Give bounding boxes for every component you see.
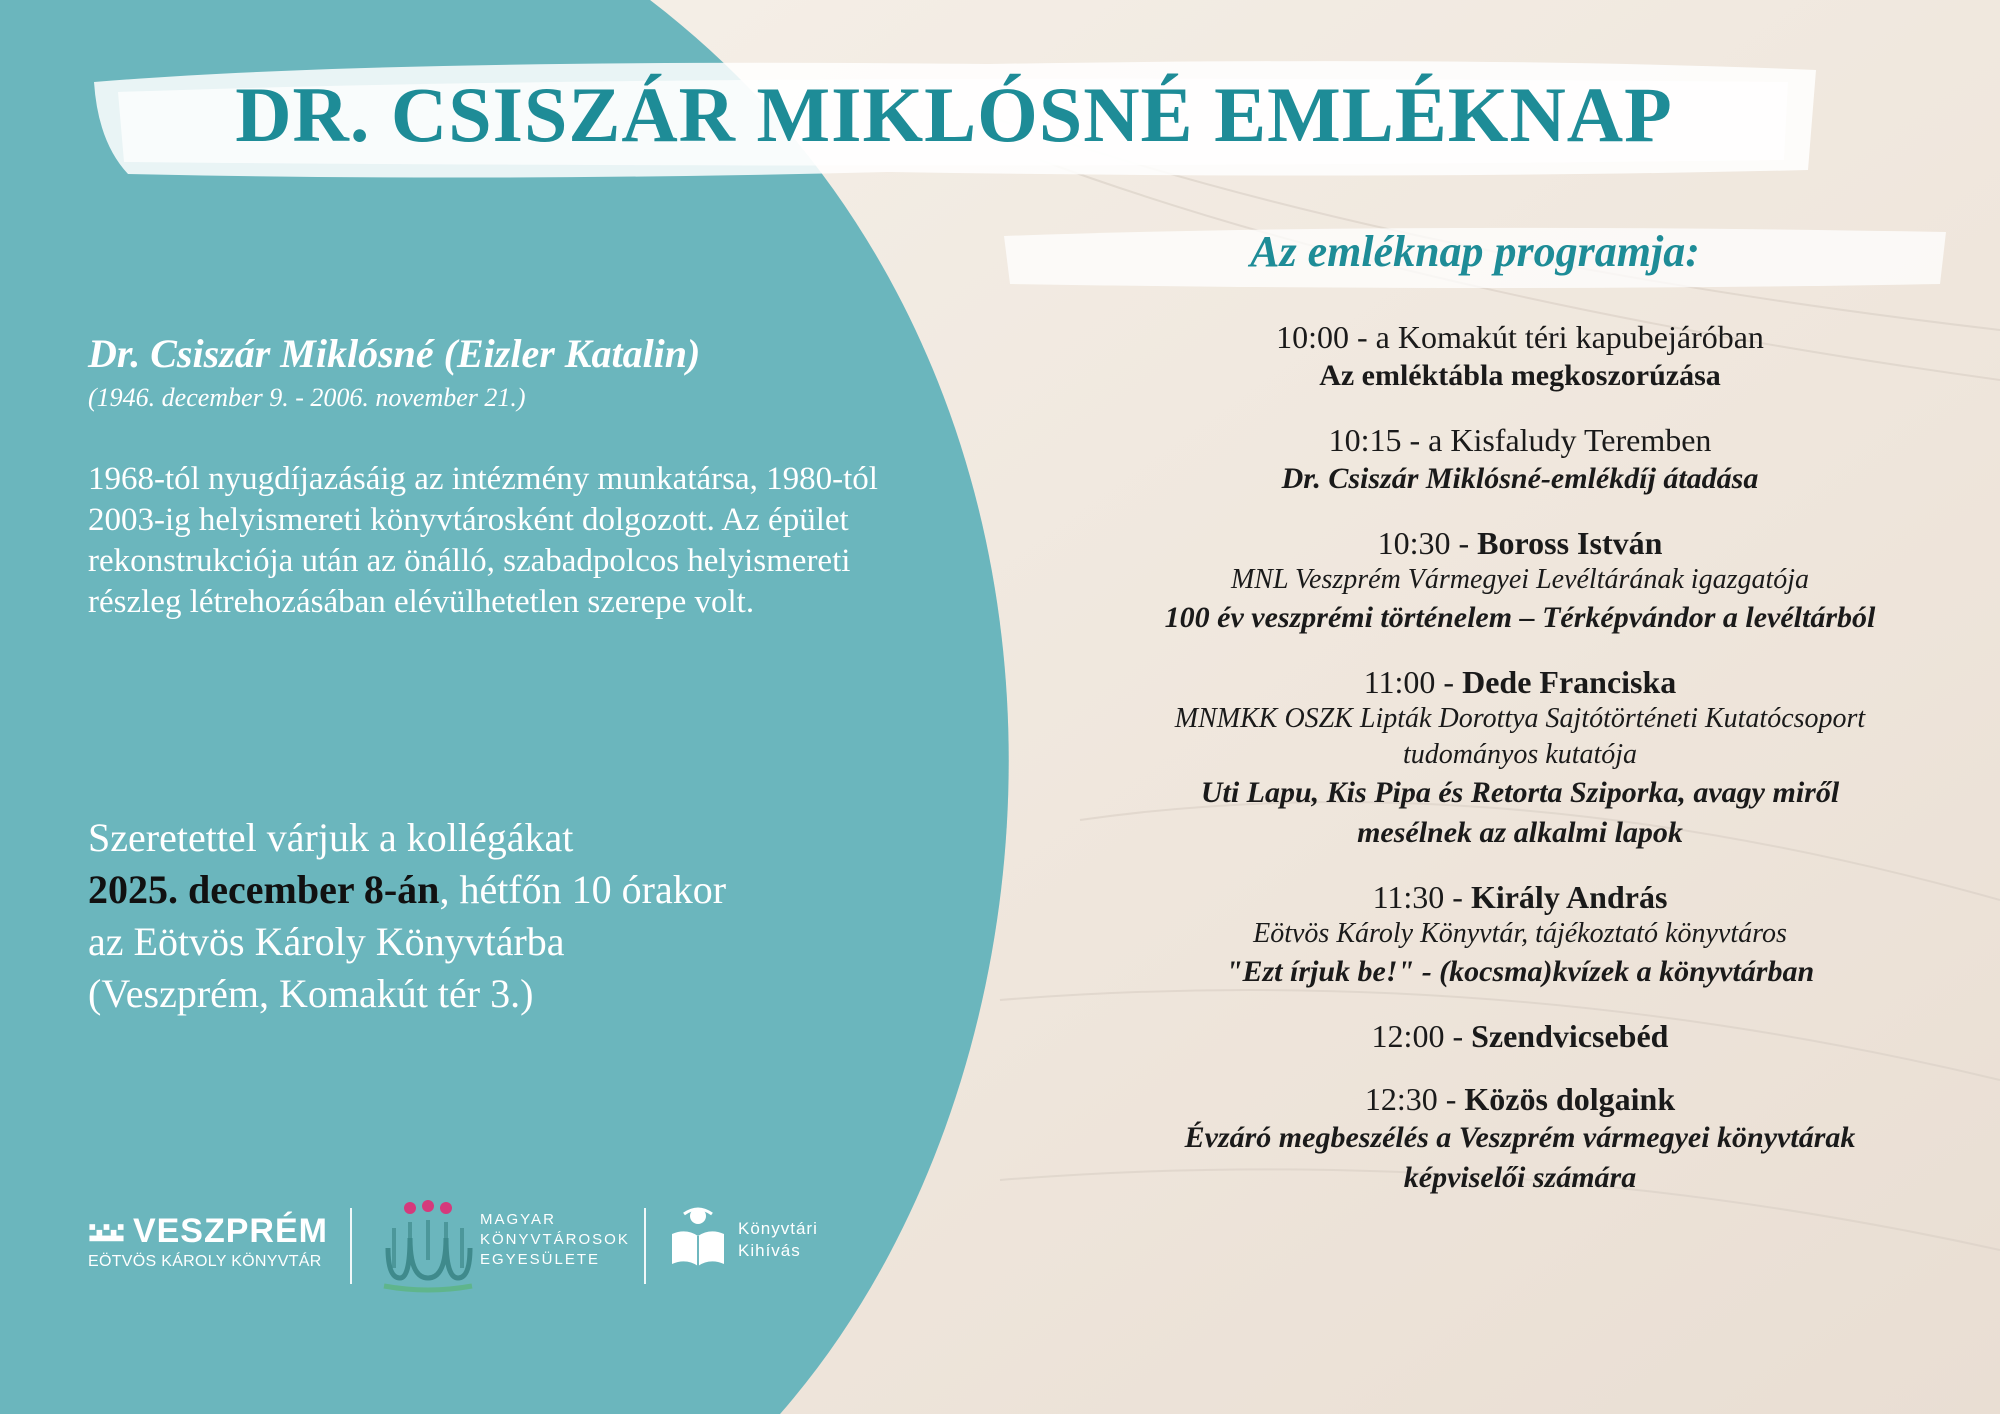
invite-line4: (Veszprém, Komakút tér 3.)	[88, 971, 534, 1016]
item-title: Évzáró megbeszélés a Veszprém vármegyei könyvtárak	[1184, 1121, 1856, 1154]
logo-divider	[644, 1208, 646, 1284]
item-role: Eötvös Károly Könyvtár, tájékoztató könyvtáros	[1253, 918, 1787, 949]
invite-line2	[88, 864, 918, 916]
item-role: MNL Veszprém Vármegyei Levéltárának igazgatója	[1230, 564, 1810, 595]
people-wave-icon	[380, 1198, 476, 1298]
item-time: 11:30 -	[1372, 879, 1471, 915]
bio-name: Dr. Csiszár Miklósné (Eizler Katalin)	[88, 331, 701, 376]
invite-line1: Szeretettel várjuk a kollégákat	[88, 815, 574, 860]
item-title-line2: mesélnek az alkalmi lapok	[1357, 816, 1683, 849]
bio-dates: (1946. december 9. - 2006. november 21.)	[88, 383, 526, 412]
item-time: 10:00 -	[1276, 319, 1376, 355]
program-item	[1000, 663, 2000, 853]
program-heading-banner	[1000, 222, 1950, 290]
item-title: Az emléktábla megkoszorúzása	[1319, 359, 1721, 392]
item-speaker: Király András	[1470, 879, 1668, 915]
item-time: 12:30 -	[1364, 1081, 1465, 1117]
item-location: a Kisfaludy Teremben	[1428, 422, 1712, 458]
item-role-line2: tudományos kutatója	[1402, 739, 1638, 770]
item-speaker: Közös dolgaink	[1464, 1081, 1676, 1117]
item-time: 10:15 -	[1328, 422, 1429, 458]
program-item	[1000, 421, 2000, 499]
title-banner	[88, 52, 1820, 184]
logo-divider	[350, 1208, 352, 1284]
invite-line3: az Eötvös Károly Könyvtárba	[88, 919, 565, 964]
item-role: MNMKK OSZK Lipták Dorottya Sajtótörténeti Kutatócsoport	[1174, 703, 1866, 734]
mke-logo	[380, 1198, 650, 1298]
item-location: a Komakút téri kapubejáróban	[1375, 319, 1764, 355]
item-speaker: Dede Franciska	[1462, 664, 1677, 700]
item-time: 10:30 -	[1377, 525, 1478, 561]
kihivas-line2: Kihívás	[738, 1241, 801, 1260]
item-title: 100 év veszprémi történelem – Térképvándor a levéltárból	[1164, 601, 1876, 634]
item-time: 12:00 -	[1371, 1018, 1472, 1054]
veszprem-name: VESZPRÉM	[132, 1212, 328, 1250]
item-title-line2: képviselői számára	[1403, 1161, 1637, 1194]
invite-date: 2025. december 8-án	[88, 867, 440, 912]
program-item	[1000, 1080, 2000, 1198]
biography	[88, 330, 918, 623]
program-item	[1000, 878, 2000, 992]
item-title: "Ezt írjuk be!" - (kocsma)kvízek a könyvtárban	[1225, 955, 1815, 988]
bio-text: 1968-tól nyugdíjazásáig az intézmény munkatársa, 1980-tól 2003-ig helyismereti könyvtárosként dolgozott. Az épület rekonstrukciója után az önálló, szabadpolcos helyismereti részleg létrehozásában elévülhetetlen szerepe volt.	[88, 461, 878, 620]
program-item	[1000, 318, 2000, 396]
crown-icon	[88, 1217, 125, 1247]
mke-line1: MAGYAR	[480, 1211, 556, 1228]
item-title: Uti Lapu, Kis Pipa és Retorta Sziporka, avagy miről	[1200, 776, 1840, 809]
page-title: DR. CSISZÁR MIKLÓSNÉ EMLÉKNAP	[235, 71, 1673, 158]
item-time: 11:00 -	[1363, 664, 1463, 700]
program-item	[1000, 1017, 2000, 1055]
veszprem-sub: EÖTVÖS KÁROLY KÖNYVTÁR	[88, 1253, 322, 1270]
invitation	[88, 812, 918, 1020]
veszprem-logo	[88, 1212, 328, 1271]
mke-line3: EGYESÜLETE	[480, 1251, 601, 1268]
kihivas-logo	[668, 1206, 868, 1296]
item-speaker: Boross István	[1477, 525, 1663, 561]
kihivas-line1: Könyvtári	[738, 1219, 818, 1238]
program-heading: Az emléknap programja:	[1250, 227, 1700, 276]
logo-bar	[88, 1198, 888, 1298]
invite-time: , hétfőn 10 órakor	[439, 867, 727, 912]
book-icon	[668, 1206, 728, 1276]
item-title: Dr. Csiszár Miklósné-emlékdíj átadása	[1281, 462, 1759, 495]
item-speaker: Szendvicsebéd	[1471, 1018, 1669, 1054]
mke-line2: KÖNYVTÁROSOK	[480, 1231, 630, 1248]
program-list	[1000, 318, 2000, 1223]
program-item	[1000, 524, 2000, 638]
